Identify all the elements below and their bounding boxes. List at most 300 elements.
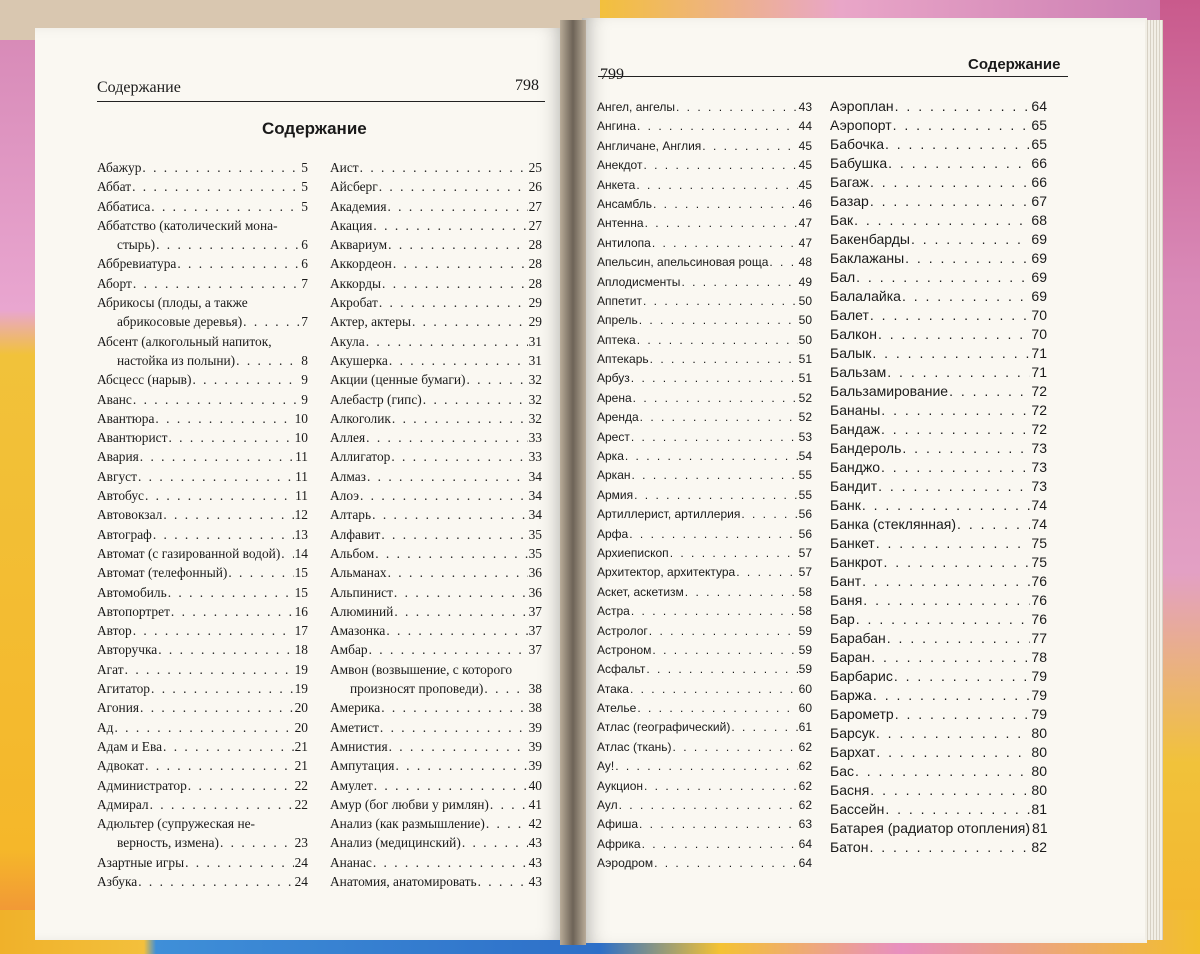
toc-entry-page: 9: [301, 372, 308, 388]
toc-entry-page: 80: [1031, 763, 1047, 779]
leader-dots: [654, 854, 798, 873]
toc-entry: [830, 458, 1047, 477]
toc-entry: [97, 756, 308, 775]
toc-entry-page: 81: [1032, 820, 1048, 836]
leader-dots: [653, 195, 798, 214]
leader-dots: [870, 173, 1030, 192]
leader-dots: [642, 835, 798, 854]
toc-entry-title: Аукцион: [597, 778, 643, 793]
right-column-2: [830, 97, 1047, 857]
leader-dots: [895, 705, 1031, 724]
toc-entry-title: Арбуз: [597, 371, 630, 386]
toc-entry-page: 47: [798, 216, 812, 231]
toc-entry: [97, 505, 308, 524]
leader-dots: [632, 466, 798, 485]
toc-entry-page: 82: [1031, 839, 1047, 855]
toc-entry: [97, 274, 308, 293]
toc-entry: [597, 466, 812, 485]
toc-entry-title: Аэропорт: [830, 117, 892, 133]
toc-entry-title: Аллея: [330, 430, 366, 446]
toc-entry: [597, 447, 812, 466]
toc-entry-page: 34: [528, 488, 542, 504]
toc-entry: [597, 98, 812, 117]
toc-entry-title: Ананас: [330, 854, 372, 870]
toc-entry-title: Артиллерист, артиллерия: [597, 507, 741, 522]
toc-entry: [330, 158, 542, 177]
toc-entry-title: Алоэ: [330, 488, 359, 504]
toc-entry: [597, 525, 812, 544]
toc-entry-title: Автограф: [97, 526, 152, 542]
leader-dots: [158, 640, 293, 659]
toc-entry: [830, 838, 1047, 857]
toc-entry: [597, 757, 812, 776]
toc-entry: [597, 738, 812, 757]
toc-entry-title: Алтарь: [330, 507, 372, 523]
book-cover-right: [1160, 0, 1200, 954]
toc-entry: [330, 853, 542, 872]
leader-dots: [863, 591, 1030, 610]
toc-entry-page: 28: [528, 256, 542, 272]
leader-dots: [366, 332, 528, 351]
toc-entry-title: Банк: [830, 497, 861, 513]
toc-entry-page: 29: [528, 314, 542, 330]
toc-entry-page: 64: [798, 836, 812, 851]
leader-dots: [381, 698, 527, 717]
toc-entry: [97, 370, 308, 389]
toc-entry-page: 50: [798, 313, 812, 328]
toc-entry: [830, 116, 1047, 135]
toc-entry-page: 18: [294, 642, 308, 658]
leader-dots: [138, 467, 294, 486]
toc-entry-page: 67: [1031, 193, 1047, 209]
leader-dots: [168, 583, 294, 602]
toc-entry-page: 50: [798, 332, 812, 347]
leader-dots: [185, 853, 294, 872]
leader-dots: [138, 872, 293, 891]
toc-entry-title: Бакенбарды: [830, 231, 910, 247]
toc-entry-title: Анкета: [597, 177, 636, 192]
toc-entry-page: 20: [294, 700, 308, 716]
leader-dots: [153, 525, 294, 544]
toc-entry-title: Апрель: [597, 313, 638, 328]
toc-entry-title: стырь): [117, 237, 156, 253]
toc-entry-title: Бар: [830, 611, 855, 627]
leader-dots: [643, 156, 797, 175]
toc-entry: [597, 777, 812, 796]
toc-entry-title: Азартные игры: [97, 854, 185, 870]
toc-entry: [830, 401, 1047, 420]
toc-entry-page: 11: [295, 488, 308, 504]
toc-entry: [830, 382, 1047, 401]
toc-entry-page: 76: [1031, 573, 1047, 589]
leader-dots: [856, 610, 1031, 629]
leader-dots: [188, 776, 294, 795]
toc-entry: [330, 447, 542, 466]
toc-entry: [830, 572, 1047, 591]
leader-dots: [392, 409, 528, 428]
toc-entry: [330, 293, 542, 312]
toc-entry: [97, 679, 308, 698]
leader-dots: [637, 117, 798, 136]
toc-entry-page: 6: [301, 237, 308, 253]
toc-entry-title: Азбука: [97, 873, 138, 889]
leader-dots: [633, 389, 798, 408]
toc-entry: [97, 718, 308, 737]
toc-entry-page: 6: [301, 256, 308, 272]
toc-entry: [830, 344, 1047, 363]
toc-entry-title: Аптека: [597, 332, 636, 347]
toc-entry: [597, 408, 812, 427]
toc-entry-page: 34: [528, 468, 542, 484]
leader-dots: [856, 268, 1030, 287]
toc-entry: [97, 235, 308, 254]
leader-dots: [894, 667, 1031, 686]
leader-dots: [374, 776, 528, 795]
toc-entry: [330, 756, 542, 775]
toc-entry: [597, 699, 812, 718]
toc-entry-page: 57: [798, 565, 812, 580]
toc-entry-title: Бабушка: [830, 155, 888, 171]
toc-entry: [830, 515, 1047, 534]
toc-entry-page: 71: [1031, 345, 1047, 361]
toc-entry-title: Бабочка: [830, 136, 884, 152]
toc-entry-page: 58: [798, 584, 812, 599]
toc-entry-title: Авторучка: [97, 642, 158, 658]
toc-entry-title: Автопортрет: [97, 603, 170, 619]
toc-entry-page: 11: [295, 449, 308, 465]
leader-dots: [478, 872, 528, 891]
toc-entry-title: Аквариум: [330, 237, 388, 253]
toc-entry-title: Бандероль: [830, 440, 902, 456]
leader-dots: [873, 686, 1031, 705]
toc-entry-page: 5: [301, 198, 308, 214]
toc-entry-page: 27: [528, 217, 542, 233]
toc-entry-title: Арена: [597, 390, 632, 405]
toc-entry: [597, 583, 812, 602]
leader-dots: [646, 660, 797, 679]
toc-entry-page: 11: [295, 468, 308, 484]
toc-entry: [597, 622, 812, 641]
toc-entry-title: Аккорды: [330, 275, 382, 291]
toc-entry-page: 56: [798, 526, 812, 541]
toc-entry: [330, 872, 542, 891]
leader-dots: [676, 98, 798, 117]
toc-entry-title: Ангина: [597, 119, 637, 134]
toc-entry-page: 81: [1031, 801, 1047, 817]
toc-entry-title: Багаж: [830, 174, 869, 190]
left-column-1: [97, 158, 308, 891]
leader-dots: [151, 197, 300, 216]
leader-dots: [736, 563, 797, 582]
leader-dots: [871, 648, 1030, 667]
leader-dots: [630, 680, 798, 699]
toc-entry-title: Атака: [597, 681, 629, 696]
toc-entry-page: 40: [528, 777, 542, 793]
toc-entry: [330, 177, 542, 196]
leader-dots: [876, 743, 1030, 762]
toc-entry-page: 79: [1031, 687, 1047, 703]
toc-entry: [597, 428, 812, 447]
toc-entry-page: 15: [294, 584, 308, 600]
toc-entry-title: Адмирал: [97, 796, 149, 812]
leader-dots: [133, 390, 300, 409]
leader-dots: [412, 312, 528, 331]
toc-entry: [830, 743, 1047, 762]
leader-dots: [145, 486, 294, 505]
toc-entry-page: 74: [1031, 497, 1047, 513]
toc-entry: [330, 216, 542, 235]
toc-entry-title: Алкоголик: [330, 410, 391, 426]
leader-dots: [386, 621, 527, 640]
leader-dots: [132, 177, 300, 196]
toc-entry-page: 45: [798, 138, 812, 153]
toc-entry: [597, 660, 812, 679]
leader-dots: [366, 428, 527, 447]
toc-entry: [97, 872, 308, 891]
toc-entry: [330, 621, 542, 640]
toc-entry-page: 75: [1031, 554, 1047, 570]
toc-entry-title: Авария: [97, 449, 139, 465]
toc-entry: [830, 97, 1047, 116]
toc-entry-page: 69: [1031, 250, 1047, 266]
toc-entry: [830, 192, 1047, 211]
leader-dots: [381, 525, 527, 544]
leader-dots: [177, 254, 300, 273]
toc-entry-title: Алмаз: [330, 468, 366, 484]
toc-entry-title: Атлас (географический): [597, 720, 731, 735]
toc-entry-page: 66: [1031, 155, 1047, 171]
toc-entry-page: 20: [294, 719, 308, 735]
toc-entry: [830, 477, 1047, 496]
leader-dots: [888, 154, 1030, 173]
toc-entry-page: 45: [798, 177, 812, 192]
toc-entry-title: Айсберг: [330, 179, 378, 195]
toc-entry-title: Агат: [97, 661, 124, 677]
toc-entry-page: 51: [798, 352, 812, 367]
toc-entry: [330, 332, 542, 351]
toc-entry-page: 43: [528, 854, 542, 870]
leader-dots: [490, 795, 528, 814]
toc-entry: [597, 253, 812, 272]
toc-entry: [330, 235, 542, 254]
right-header-rule: [598, 76, 1068, 77]
toc-entry-title: Акробат: [330, 295, 378, 311]
toc-entry-title: произносят проповеди): [350, 681, 484, 697]
toc-entry-page: 56: [798, 507, 812, 522]
leader-dots: [670, 544, 798, 563]
toc-entry-page: 35: [528, 526, 542, 542]
toc-entry-page: 27: [528, 198, 542, 214]
toc-entry: [330, 602, 542, 621]
toc-entry-page: 38: [528, 700, 542, 716]
toc-entry-page: 69: [1031, 231, 1047, 247]
toc-entry-page: 73: [1031, 478, 1047, 494]
toc-entry: [830, 268, 1047, 287]
toc-entry-page: 9: [301, 391, 308, 407]
leader-dots: [466, 370, 527, 389]
leader-dots: [643, 292, 798, 311]
toc-entry-page: 19: [294, 661, 308, 677]
leader-dots: [373, 216, 527, 235]
toc-entry: [830, 306, 1047, 325]
toc-entry: [97, 640, 308, 659]
toc-entry: [97, 583, 308, 602]
toc-entry-page: 15: [294, 565, 308, 581]
toc-entry: [830, 553, 1047, 572]
toc-entry-title: Алфавит: [330, 526, 381, 542]
leader-dots: [389, 351, 528, 370]
toc-entry: [597, 680, 812, 699]
leader-dots: [869, 838, 1030, 857]
toc-entry-page: 80: [1031, 782, 1047, 798]
leader-dots: [220, 833, 294, 852]
leader-dots: [394, 602, 527, 621]
toc-entry-title: Абсцесс (нарыв): [97, 372, 192, 388]
toc-entry-title: Акушерка: [330, 352, 388, 368]
toc-entry-page: 36: [528, 565, 542, 581]
leader-dots: [881, 401, 1030, 420]
toc-entry: [830, 667, 1047, 686]
toc-title: Содержание: [262, 119, 367, 138]
toc-entry-title: Агитатор: [97, 681, 151, 697]
toc-entry-title: настойка из полыни): [117, 352, 236, 368]
toc-entry-title: Анализ (медицинский): [330, 835, 461, 851]
toc-entry: [597, 815, 812, 834]
leader-dots: [133, 621, 294, 640]
leader-dots: [114, 718, 293, 737]
toc-entry-title: Адам и Ева: [97, 738, 163, 754]
toc-entry-title: Армия: [597, 487, 634, 502]
leader-dots: [649, 622, 798, 641]
toc-entry-page: 21: [294, 738, 308, 754]
toc-entry-title: Батарея (радиатор отопления): [830, 820, 1031, 836]
page-edges: [1145, 20, 1163, 940]
toc-entry-page: 19: [294, 681, 308, 697]
toc-entry-page: 14: [294, 545, 308, 561]
toc-entry-page: 79: [1031, 668, 1047, 684]
toc-entry-page: 69: [1031, 269, 1047, 285]
toc-entry-page: 5: [301, 179, 308, 195]
toc-entry: [330, 698, 542, 717]
toc-entry-title: Бак: [830, 212, 854, 228]
toc-entry-page: 76: [1031, 592, 1047, 608]
toc-entry-title: Барсук: [830, 725, 875, 741]
toc-entry-title: Аккордеон: [330, 256, 392, 272]
toc-entry-title: Альманах: [330, 565, 387, 581]
toc-entry-title: Автомобиль: [97, 584, 167, 600]
leader-dots: [884, 553, 1031, 572]
toc-entry-title: Ад: [97, 719, 114, 735]
toc-entry: [597, 563, 812, 582]
toc-entry-page: 77: [1031, 630, 1047, 646]
toc-entry: [330, 737, 542, 756]
toc-entry-page: 64: [798, 856, 812, 871]
toc-entry-title: Амбар: [330, 642, 368, 658]
leader-dots: [854, 211, 1030, 230]
toc-entry-title: Абажур: [97, 160, 142, 175]
toc-entry-page: 72: [1031, 421, 1047, 437]
leader-dots: [281, 544, 293, 563]
leader-dots: [878, 477, 1030, 496]
toc-entry: [830, 230, 1047, 249]
toc-entry-title: Аванс: [97, 391, 132, 407]
toc-entry-title: Администратор: [97, 777, 187, 793]
book-cover-left: [0, 40, 40, 940]
leader-dots: [228, 563, 293, 582]
toc-entry-title: Аборт: [97, 275, 132, 291]
toc-entry-page: 52: [798, 390, 812, 405]
toc-entry: [597, 544, 812, 563]
toc-entry-page: 49: [798, 274, 812, 289]
toc-entry: [830, 173, 1047, 192]
toc-entry-title: Аметист: [330, 719, 379, 735]
leader-dots: [911, 230, 1030, 249]
leader-dots: [681, 273, 797, 292]
leader-dots: [881, 420, 1030, 439]
toc-entry-page: 54: [798, 449, 812, 464]
leader-dots: [637, 699, 797, 718]
toc-entry-title: Автомат (с газированной водой): [97, 545, 281, 561]
leader-dots: [685, 583, 798, 602]
toc-entry-title: Бархат: [830, 744, 876, 760]
toc-entry: [830, 534, 1047, 553]
toc-entry-page: 60: [798, 681, 812, 696]
toc-entry: [97, 293, 308, 312]
toc-entry-title: Аббатство (католический мона-: [97, 217, 278, 233]
toc-entry-title: Басня: [830, 782, 870, 798]
toc-entry-page: 55: [798, 468, 812, 483]
toc-entry: [330, 660, 542, 679]
leader-dots: [372, 505, 527, 524]
leader-dots: [631, 428, 798, 447]
leader-dots: [155, 409, 293, 428]
toc-entry: [97, 776, 308, 795]
toc-entry-page: 69: [1031, 288, 1047, 304]
leader-dots: [673, 738, 798, 757]
toc-entry: [597, 796, 812, 815]
toc-entry-page: 42: [528, 816, 542, 832]
toc-entry-title: Август: [97, 468, 137, 484]
toc-entry-page: 7: [301, 275, 308, 291]
leader-dots: [631, 602, 798, 621]
toc-entry-page: 16: [294, 603, 308, 619]
leader-dots: [243, 312, 300, 331]
toc-entry-title: Бант: [830, 573, 862, 589]
toc-entry-title: Ателье: [597, 701, 637, 716]
right-page-number: 799: [600, 66, 624, 83]
toc-entry-title: Ансамбль: [597, 196, 653, 211]
leader-dots: [145, 756, 293, 775]
toc-entry-page: 76: [1031, 611, 1047, 627]
toc-entry-title: Балет: [830, 307, 869, 323]
leader-dots: [236, 351, 300, 370]
toc-entry-page: 61: [798, 720, 812, 735]
leader-dots: [142, 158, 300, 177]
toc-entry-page: 65: [1031, 136, 1047, 152]
toc-entry: [330, 525, 542, 544]
toc-entry-page: 7: [301, 314, 308, 330]
leader-dots: [902, 439, 1030, 458]
toc-entry-page: 28: [528, 275, 542, 291]
toc-entry: [330, 467, 542, 486]
toc-entry-page: 70: [1031, 307, 1047, 323]
toc-entry-title: Агония: [97, 700, 140, 716]
toc-entry: [830, 629, 1047, 648]
toc-entry-page: 31: [528, 352, 542, 368]
toc-entry-title: Аллигатор: [330, 449, 391, 465]
toc-entry-title: Анатомия, анатомировать: [330, 873, 477, 889]
leader-dots: [902, 287, 1030, 306]
